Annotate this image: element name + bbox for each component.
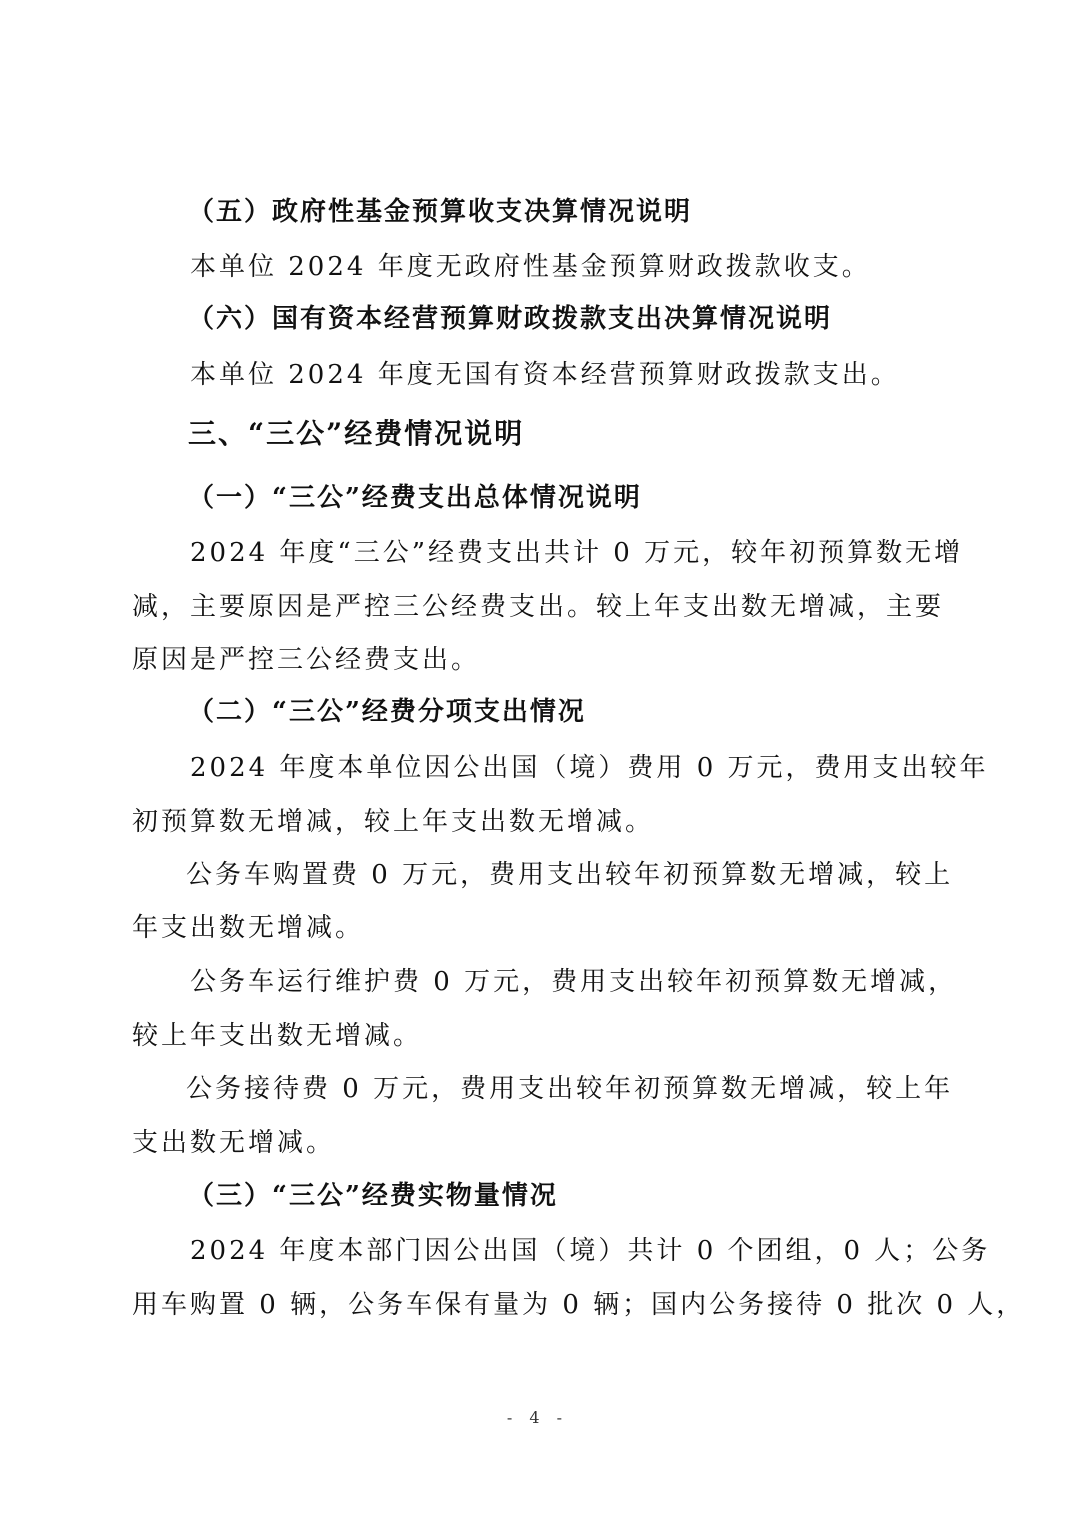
subsection-2-para-2-line-1: 公务车购置费 0 万元，费用支出较年初预算数无增减，较上: [186, 860, 954, 890]
subsection-3-line-2: 用车购置 0 辆，公务车保有量为 0 辆；国内公务接待 0 批次 0 人，: [132, 1290, 1026, 1320]
part-3-heading: 三、“三公”经费情况说明: [188, 417, 525, 450]
subsection-1-line-2: 减，主要原因是严控三公经费支出。较上年支出数无增减，主要: [132, 592, 945, 622]
subsection-2-para-1-line-2: 初预算数无增减，较上年支出数无增减。: [132, 807, 655, 837]
subsection-3-line-1: 2024 年度本部门因公出国（境）共计 0 个团组，0 人；公务: [190, 1236, 991, 1266]
subsection-2-para-4-line-1: 公务接待费 0 万元，费用支出较年初预算数无增减，较上年: [186, 1074, 954, 1104]
section-5-heading: （五）政府性基金预算收支决算情况说明: [188, 197, 693, 227]
section-6-body: 本单位 2024 年度无国有资本经营预算财政拨款支出。: [190, 360, 900, 390]
subsection-1-heading: （一）“三公”经费支出总体情况说明: [188, 483, 642, 513]
section-5-body: 本单位 2024 年度无政府性基金预算财政拨款收支。: [190, 252, 871, 282]
subsection-3-heading: （三）“三公”经费实物量情况: [188, 1181, 558, 1211]
subsection-1-line-1: 2024 年度“三公”经费支出共计 0 万元，较年初预算数无增: [190, 538, 964, 568]
subsection-2-para-1-line-1: 2024 年度本单位因公出国（境）费用 0 万元，费用支出较年: [190, 753, 989, 783]
page-number: - 4 -: [506, 1408, 569, 1427]
subsection-2-para-4-line-2: 支出数无增减。: [132, 1128, 336, 1158]
subsection-2-heading: （二）“三公”经费分项支出情况: [188, 697, 586, 727]
section-6-heading: （六）国有资本经营预算财政拨款支出决算情况说明: [188, 304, 833, 334]
subsection-2-para-3-line-2: 较上年支出数无增减。: [132, 1021, 423, 1051]
subsection-1-line-3: 原因是严控三公经费支出。: [132, 645, 481, 675]
subsection-2-para-2-line-2: 年支出数无增减。: [132, 913, 365, 943]
subsection-2-para-3-line-1: 公务车运行维护费 0 万元，费用支出较年初预算数无增减，: [190, 967, 958, 997]
